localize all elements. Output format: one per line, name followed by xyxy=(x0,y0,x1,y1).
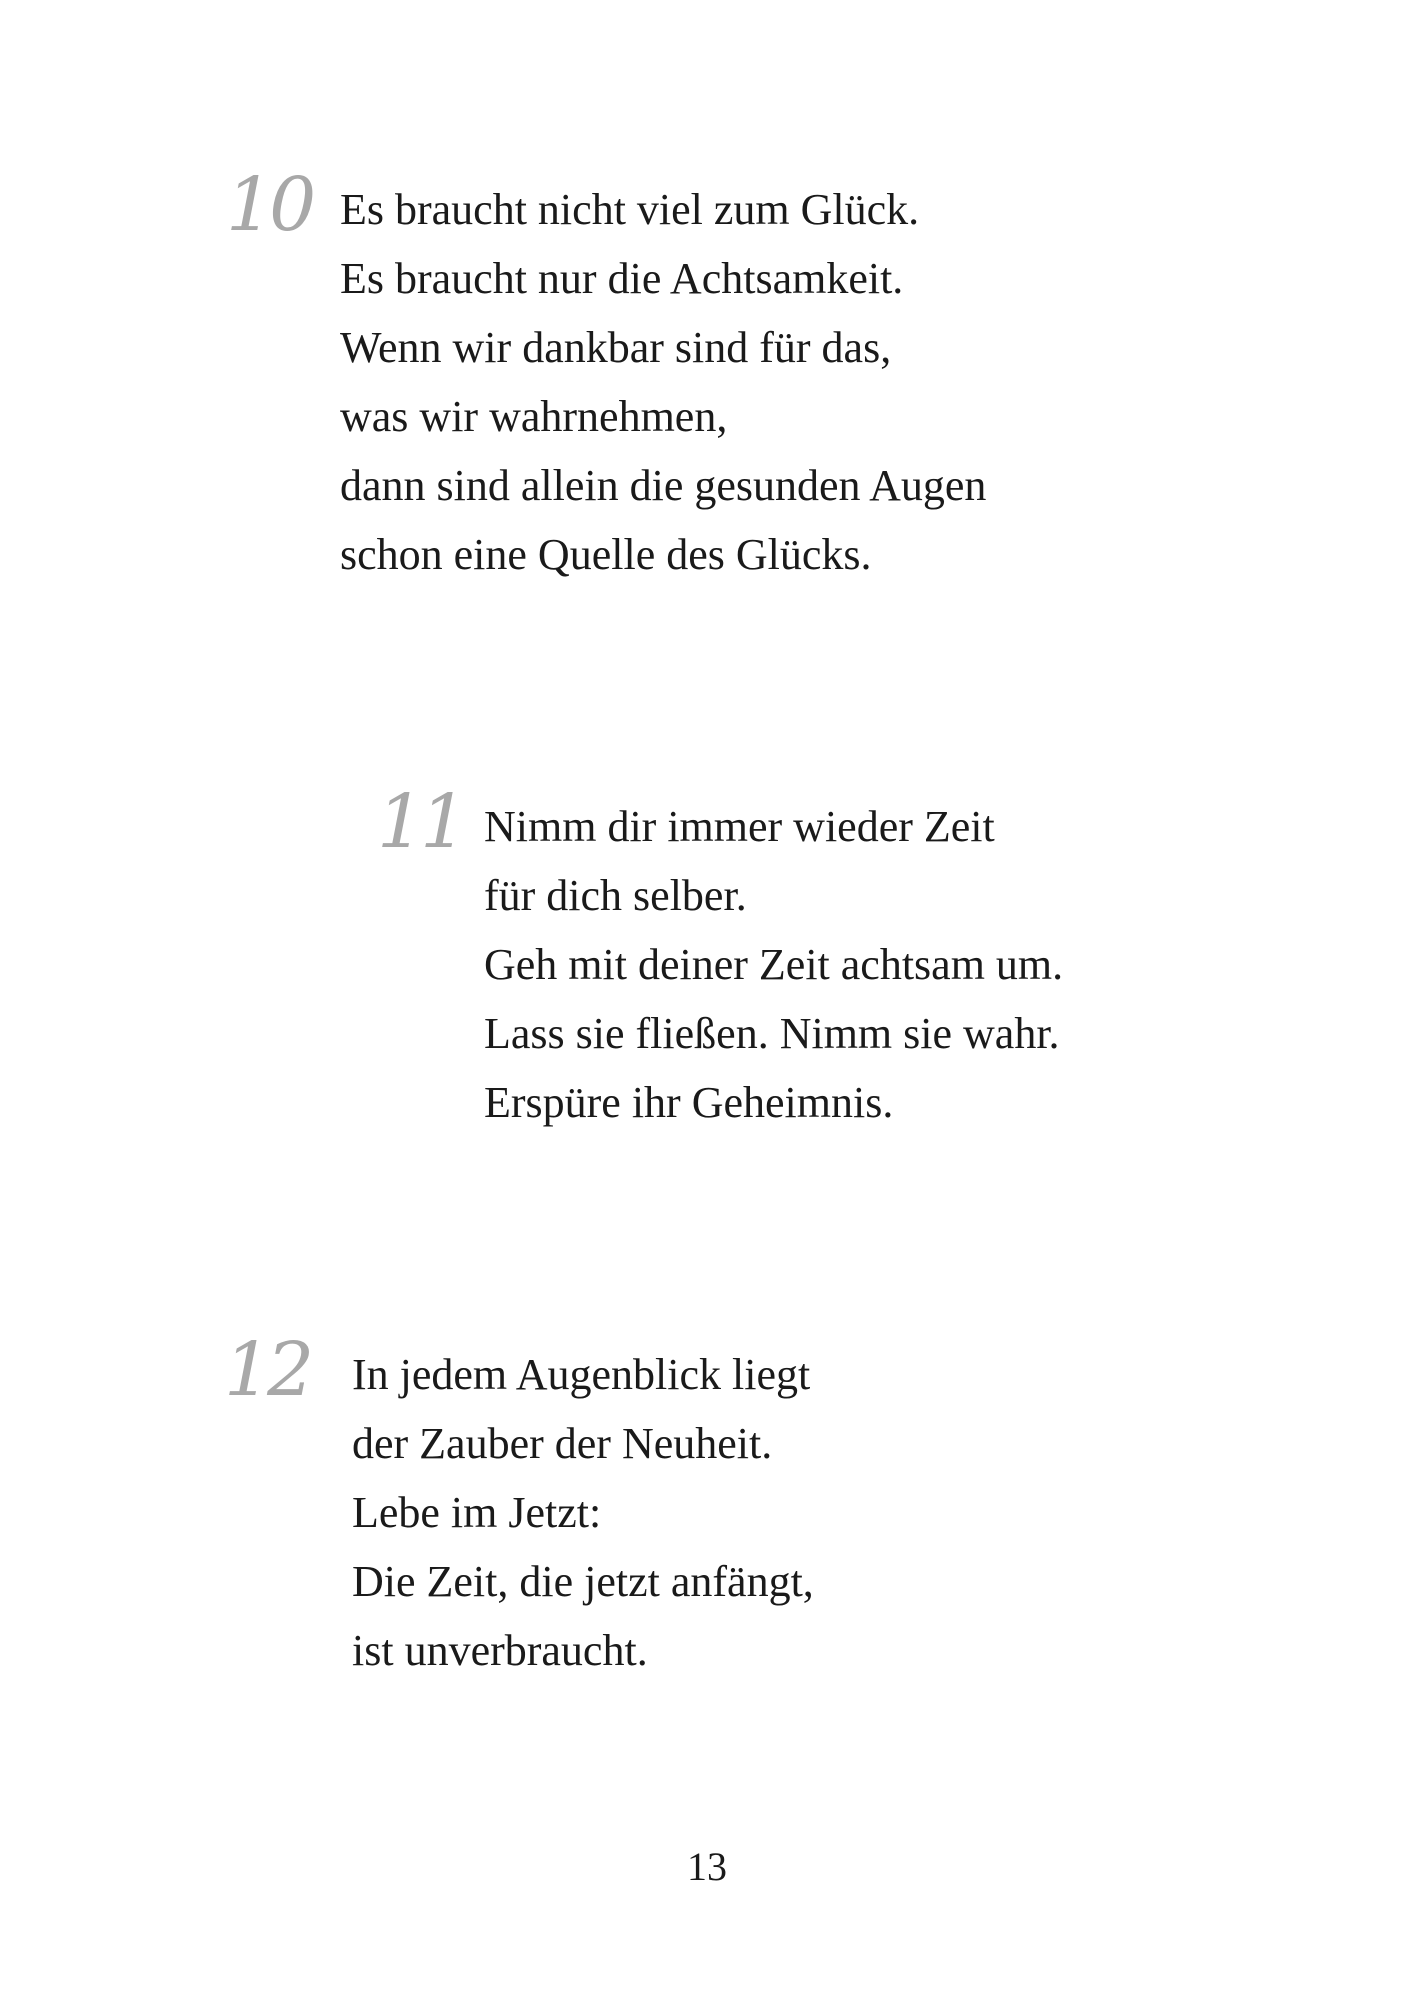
text-line: dann sind allein die gesunden Augen xyxy=(340,461,987,510)
text-line: Wenn wir dankbar sind für das, xyxy=(340,323,892,372)
text-line: Geh mit deiner Zeit achtsam um. xyxy=(484,940,1064,989)
text-line: was wir wahrnehmen, xyxy=(340,392,728,441)
entry-number: 10 xyxy=(226,162,313,248)
text-line: Es braucht nicht viel zum Glück. xyxy=(340,185,920,234)
text-line: Lebe im Jetzt: xyxy=(352,1488,602,1537)
entry-text xyxy=(340,175,986,589)
text-line: Die Zeit, die jetzt anfängt, xyxy=(352,1557,814,1606)
text-line: Erspüre ihr Geheimnis. xyxy=(484,1078,894,1127)
entry-number: 12 xyxy=(224,1327,311,1413)
text-line: ist unverbraucht. xyxy=(352,1626,648,1675)
text-line: für dich selber. xyxy=(484,871,747,920)
page-number: 13 xyxy=(687,1844,727,1889)
text-line: In jedem Augenblick liegt xyxy=(352,1350,811,1399)
entry-text xyxy=(352,1340,814,1685)
entry-text xyxy=(484,792,1063,1137)
text-line: der Zauber der Neuheit. xyxy=(352,1419,773,1468)
text-line: Lass sie fließen. Nimm sie wahr. xyxy=(484,1009,1060,1058)
text-line: Es braucht nur die Achtsamkeit. xyxy=(340,254,904,303)
text-line: schon eine Quelle des Glücks. xyxy=(340,530,872,579)
entry-number: 11 xyxy=(377,779,464,865)
text-line: Nimm dir immer wieder Zeit xyxy=(484,802,995,851)
